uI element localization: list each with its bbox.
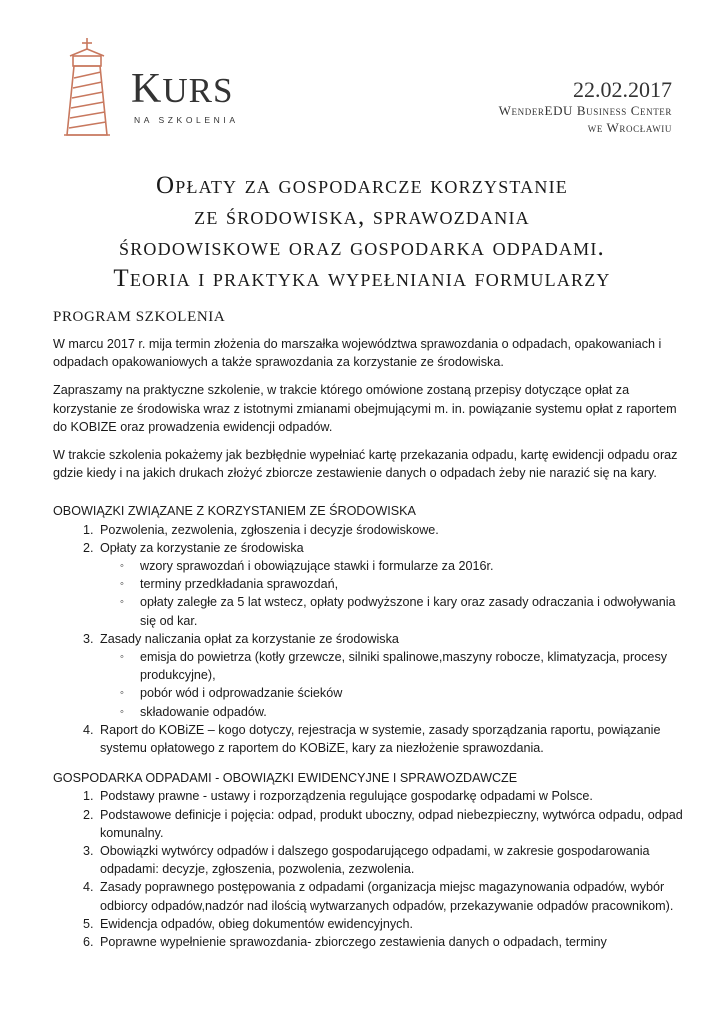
intro-paragraph: W trakcie szkolenia pokażemy jak bezbłędnie wypełniać kartę przekazania odpadu, kartę ewidencji odpadu oraz gdzie kiedy i na jakich drukach złożyć zbiorcze zestawienie danych o odpadach żeby nie narazić się na kary. [53, 448, 678, 481]
title-line: środowiskowe oraz gospodarka odpadami. [119, 234, 605, 261]
event-place-line1: WenderEDU Business Center [498, 103, 672, 119]
section-list [53, 787, 683, 951]
event-info [499, 78, 672, 136]
sub-list [100, 557, 683, 630]
brand-rest: URS [162, 71, 234, 110]
sub-list [100, 648, 683, 721]
list-item-text: Zasady naliczania opłat za korzystanie ze środowiska [100, 631, 399, 646]
section-waste [53, 769, 683, 951]
brand [131, 68, 239, 125]
list-item: 4. Zasady poprawnego postępowania z odpadami (organizacja miejsc magazynowania odpadów, wybór odbiorcy odpadów,nadzór nad ilością wytwarzanych odpadów, przekazywanie odpadów pracownikom). [97, 878, 683, 914]
event-place-line2: we Wrocławiu [587, 120, 672, 136]
section-heading: OBOWIĄZKI ZWIĄZANE Z KORZYSTANIEM ZE ŚRODOWISKA [53, 504, 416, 519]
list-item-text: Raport do KOBiZE – kogo dotyczy, rejestracja w systemie, zasady sporządzania raportu, powiązanie systemu opłatowego z raportem do KOBiZE, kary za niezłożenie sprawozdania. [100, 722, 661, 756]
section-list [53, 521, 683, 758]
section-environment [53, 502, 683, 757]
list-item [97, 521, 683, 539]
program-heading: PROGRAM SZKOLENIA [53, 309, 226, 325]
title-line: Opłaty za gospodarcze korzystanie [156, 172, 568, 199]
list-item: 2. Podstawowe definicje i pojęcia: odpad, produkt uboczny, odpad niebezpieczny, wytwórca odpadu, odpad komunalny. [97, 806, 683, 842]
sub-list-item: ◦ składowanie odpadów. [120, 703, 683, 721]
section-heading: GOSPODARKA ODPADAMI - OBOWIĄZKI EWIDENCYJNE I SPRAWOZDAWCZE [53, 771, 518, 786]
intro-paragraph: Zapraszamy na praktyczne szkolenie, w trakcie którego omówione zostaną przepisy dotyczące opłat za korzystanie ze środowiska wraz z istotnymi zmianami obejmującymi m. in. powiązanie systemu opłat z raportem do KOBIZE oraz prowadzenia ewidencji odpadów. [53, 383, 677, 434]
event-date: 22.02.2017 [573, 77, 672, 102]
document-title [0, 170, 724, 294]
list-item: 6. Poprawne wypełnienie sprawozdania- zbiorczego zestawienia danych o odpadach, terminy [97, 933, 683, 951]
lighthouse-logo-icon [62, 36, 112, 143]
list-item [97, 630, 683, 721]
title-line: Teoria i praktyka wypełniania formularzy [113, 265, 611, 292]
sub-list-item: ◦ opłaty zaległe za 5 lat wstecz, opłaty podwyższone i kary oraz zasady odraczania i odwoływania się od kar. [120, 593, 683, 629]
list-item [97, 539, 683, 630]
list-item-text: Pozwolenia, zezwolenia, zgłoszenia i decyzje środowiskowe. [100, 522, 439, 537]
list-item [97, 721, 683, 757]
brand-initial: K [131, 66, 163, 112]
list-item: 3. Obowiązki wytwórcy odpadów i dalszego gospodarującego odpadami, w zakresie gospodarowania odpadami: decyzje, zgłoszenia, pozwolenia, zezwolenia. [97, 842, 683, 878]
sub-list-item: ◦ emisja do powietrza (kotły grzewcze, silniki spalinowe,maszyny robocze, klimatyzacja, procesy produkcyjne), [120, 648, 683, 684]
brand-name [131, 68, 239, 110]
list-item: 1. Podstawy prawne - ustawy i rozporządzenia regulujące gospodarkę odpadami w Polsce. [97, 787, 683, 805]
intro-paragraph: W marcu 2017 r. mija termin złożenia do marszałka województwa sprawozdania o odpadach, opakowaniach i odpadach opakowaniowych a także sprawozdania za korzystanie ze środowiska. [53, 337, 662, 370]
title-line: ze środowiska, sprawozdania [194, 203, 530, 230]
document-body [53, 335, 683, 951]
list-item-text: Opłaty za korzystanie ze środowiska [100, 540, 304, 555]
list-item: 5. Ewidencja odpadów, obieg dokumentów ewidencyjnych. [97, 915, 683, 933]
sub-list-item: ◦ wzory sprawozdań i obowiązujące stawki i formularze za 2016r. [120, 557, 683, 575]
brand-subtitle: NA SZKOLENIA [134, 115, 239, 125]
sub-list-item: ◦ terminy przedkładania sprawozdań, [120, 575, 683, 593]
sub-list-item: ◦ pobór wód i odprowadzanie ścieków [120, 684, 683, 702]
